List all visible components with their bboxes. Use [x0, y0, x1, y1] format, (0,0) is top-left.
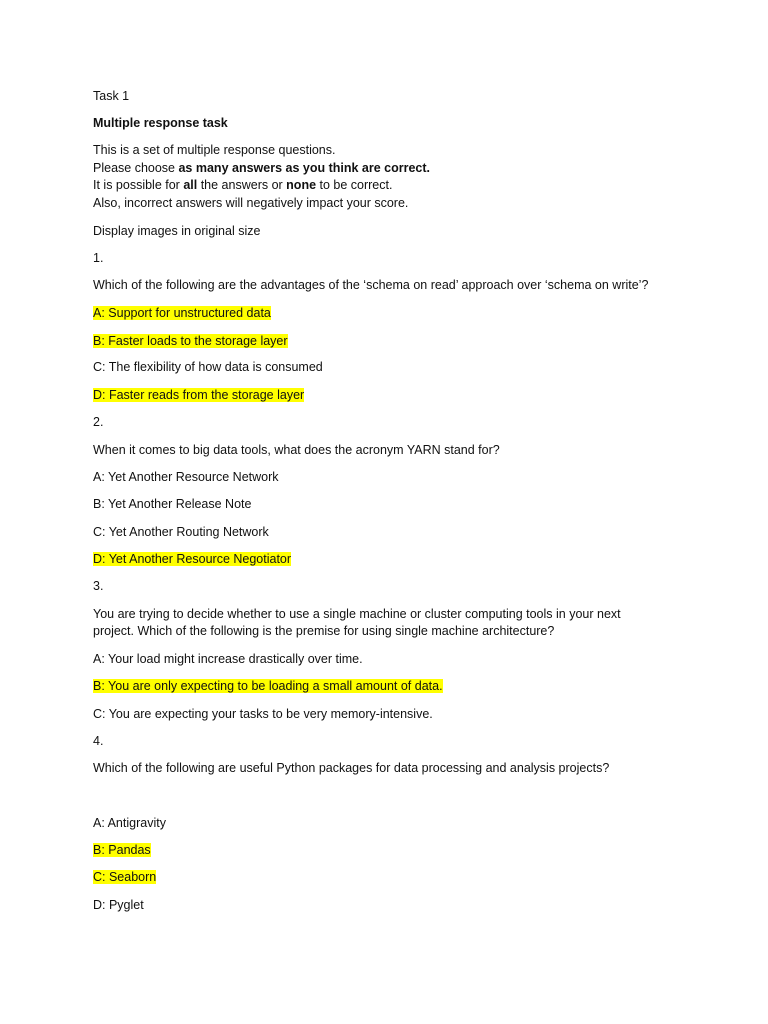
answer-option: [93, 468, 279, 486]
intro-line-3-mid: the answers or: [197, 178, 287, 192]
answer-option: [93, 523, 269, 541]
highlighted-answer: B: You are only expecting to be loading a small amount of data.: [93, 679, 443, 693]
answer-option: [93, 705, 433, 723]
task-label: Task 1: [93, 89, 130, 103]
intro-line-3-all: all: [183, 178, 198, 192]
highlighted-answer: A: Support for unstructured data: [93, 306, 271, 320]
intro-line-1: This is a set of multiple response questions.: [93, 143, 336, 157]
question-number: 4.: [93, 734, 104, 748]
question-text-line-1: You are trying to decide whether to use a single machine or cluster computing tools in your next: [93, 607, 621, 621]
answer-option: [93, 386, 304, 404]
intro-line-4: Also, incorrect answers will negatively impact your score.: [93, 196, 409, 210]
answer-option: [93, 677, 443, 695]
highlighted-answer: B: Faster loads to the storage layer: [93, 334, 288, 348]
question-text-line-2: project. Which of the following is the premise for using single machine architecture?: [93, 624, 555, 638]
answer-text: A: Yet Another Resource Network: [93, 470, 279, 484]
intro-line-3: [93, 176, 392, 194]
answer-option: [93, 841, 151, 859]
answer-option: [93, 896, 144, 914]
answer-option: [93, 304, 271, 322]
answer-text: C: You are expecting your tasks to be very memory-intensive.: [93, 707, 433, 721]
answer-text: C: Yet Another Routing Network: [93, 525, 269, 539]
question-number: 2.: [93, 415, 104, 429]
answer-text: D: Pyglet: [93, 898, 144, 912]
highlighted-answer: B: Pandas: [93, 843, 151, 857]
heading-text: Multiple response task: [93, 116, 228, 130]
question-number: 1.: [93, 251, 104, 265]
question-number: 3.: [93, 579, 104, 593]
question-text: When it comes to big data tools, what does the acronym YARN stand for?: [93, 443, 500, 457]
question-text: Which of the following are the advantages of the ‘schema on read’ approach over ‘schema on write’?: [93, 278, 649, 292]
answer-text: A: Antigravity: [93, 816, 166, 830]
answer-option: [93, 358, 323, 376]
intro-line-3-post: to be correct.: [316, 178, 393, 192]
intro-line-2-bold: as many answers as you think are correct.: [178, 161, 430, 175]
answer-option: [93, 650, 363, 668]
answer-text: C: The flexibility of how data is consumed: [93, 360, 323, 374]
answer-option: [93, 495, 251, 513]
intro-line-3-pre: It is possible for: [93, 178, 184, 192]
intro-line-2: [93, 159, 430, 177]
answer-option: [93, 332, 288, 350]
intro-line-3-none: none: [286, 178, 317, 192]
question-text: Which of the following are useful Python packages for data processing and analysis projects?: [93, 761, 610, 775]
answer-option: [93, 814, 166, 832]
highlighted-answer: C: Seaborn: [93, 870, 157, 884]
answer-text: A: Your load might increase drastically over time.: [93, 652, 363, 666]
answer-option: [93, 868, 156, 886]
highlighted-answer: D: Faster reads from the storage layer: [93, 388, 305, 402]
display-images-note: Display images in original size: [93, 224, 261, 238]
highlighted-answer: D: Yet Another Resource Negotiator: [93, 552, 292, 566]
answer-option: [93, 550, 291, 568]
intro-line-2-pre: Please choose: [93, 161, 179, 175]
task-heading: [93, 114, 228, 132]
answer-text: B: Yet Another Release Note: [93, 497, 252, 511]
